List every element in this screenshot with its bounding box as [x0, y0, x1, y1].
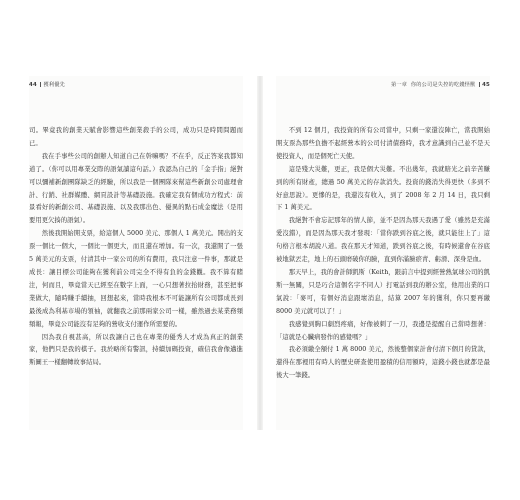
right-paragraph: 我必須繳全額付 1 萬 8000 美元，然後整個家計會付清下個月的貸款，還得在那裡用有時人的歷史研查使用盈積的信用額時，這錢小錢也就都是最後大一筆錢。 [276, 346, 490, 380]
right-paragraph: 我絕對不會忘記那年的情人節，並不是因為那天我遇了愛（雖然是充滿愛沒錯），而是因為那天我才發現：「當你跌到谷底之後，就只能往上了」這句格言根本胡說八道。我在那天才知道，跌到谷底之後，有時候還會在谷底被地獄丟走，地上的石頭磨破你的臉，直到你滿臉瘀青、虧滑、深身是血。 [276, 217, 490, 264]
right-running-head [391, 81, 490, 88]
left-paragraph: 司。畢竟我的創業天賦會影響這些創業殺手的公司，成功只是時間問題而已。 [29, 127, 243, 147]
left-running-title: 獲利優先 [43, 82, 66, 88]
right-paragraph: 那天早上，我的會計師凱斯（Keith，跟前言中提到經營熱氣球公司的凱斯一無關，只是巧合這個名字不同人）打電話到我的辦公室，他用出業的口氣說：「麥可，有個好消息跟壞消息，結算 2007 年的獲利，你只要再繳 8000 美元就可以了！」 [276, 268, 490, 315]
left-paragraph: 因為我自視甚高，所以我讓自己也在專業的優秀人才成為真正的創業家，他們只是我的棋子。我於略所有警訊，持續加碼投資，確信我會像邁進斯圖王一樣翻轉故事結局。 [29, 333, 243, 367]
right-paragraph: 這是殘大災難，更正，我是個大災難。不出幾年，我就賠光之前辛苦賺到的所有財產，總過 50 萬美元的存款消失。投資的錢消失得更快（多到不好意思說）。更慘的是，我還沒有收入，到了 2008 年 2 月 14 日，我只剩下 1 萬美元。 [276, 165, 490, 212]
chapter-title: 你的公司是失控的吃錢怪獸 [410, 82, 476, 88]
left-paragraph: 然後我開始開支票，給這個人 5000 美元、那個人 1 萬美元。開出的支票一個比一個大，一個比一個更大，而且還在增加。有一次，我還開了一張 5 萬美元的支票，付清其中一家公司的所有費用，我只注意一件事，那就是成長：讓目標公司能夠在獲利前公司完全不得有負的金錢觀。我不算有賭注，何而且，畢竟當天已經至在數字上面，一心只想著拉抬財務，甚至把事業做大，隨時賺手續抽，回想起來，當時我根本不可能讓所有公司都成長到最後成為利基市場的領袖，就翻我之前那兩家公司一樣，雖然過去某業務頻頻報，畢竟公司能沒有足夠的營收支付運作所需要的。 [29, 230, 243, 328]
right-page-number: 45 [482, 82, 490, 88]
right-page [276, 76, 490, 430]
left-running-head [29, 81, 65, 88]
running-head-divider [40, 82, 41, 87]
right-body-text [276, 125, 490, 383]
right-paragraph: 不到 12 個月，我投資的所有公司當中，只剩一家還沒陣亡，當我開始開支票為那些負擔不起經營本的公司付清債務時，我才意識到自己並不是天使投資人，而是個死亡天使。 [276, 127, 490, 160]
running-head-divider [479, 82, 480, 87]
left-body-text [29, 125, 243, 370]
left-page-number: 44 [29, 82, 37, 88]
book-gutter [257, 76, 263, 430]
left-paragraph: 我在手事些公司的創辦人知道自己在幹嘛嗎？不在乎，反正答案我都知道了。（你可以用專業交際的語氣讀這句話。）我認為自己的「金手指」絕對可以彌補新創團隊缺乏的經驗，所以我是一個團隊來幫這些新創公司處理會計、行銷、社群媒體、網頁設計等基礎設施。我確定我有個成功方程式：前景看好的新創公司、基礎設施、以及我那出色、優異的點石成金魔法（是用要用更欠揍的語氣）。 [29, 152, 243, 225]
right-paragraph: 我感覺到胸口劇烈疼痛，好像被刺了一刀，我邊是提醒自己當時想著：「這就是心臟病發作的感覺嗎？」 [276, 320, 490, 341]
left-page [29, 76, 243, 430]
chapter-label: 第一章 [390, 82, 408, 88]
